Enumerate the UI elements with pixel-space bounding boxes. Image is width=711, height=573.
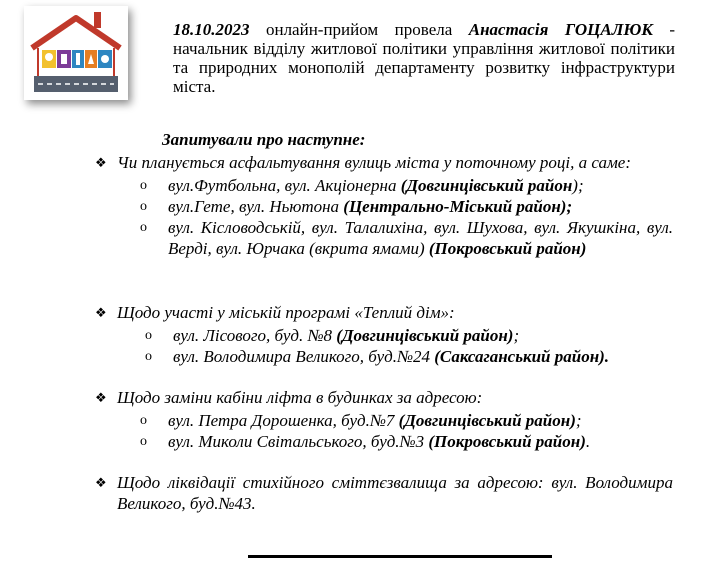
address-text: вул.Гете, вул. Ньютона [168, 197, 344, 216]
sub-bullet-icon: o [140, 220, 147, 235]
address-text: вул. Петра Дорошенка, буд.№7 [168, 411, 399, 430]
reception-date: 18.10.2023 [173, 20, 250, 39]
address-text: вул. Лісового, буд. №8 [173, 326, 337, 345]
list-item [140, 175, 673, 196]
list-item [145, 346, 673, 367]
district-text: (Довгинцівський район) [398, 411, 576, 430]
district-text: (Покровський район) [428, 432, 586, 451]
list-item [145, 325, 673, 346]
house-logo-icon [24, 6, 128, 100]
tail-text: ); [572, 176, 584, 195]
section-4-question [95, 472, 673, 514]
address-text: вул.Футбольна, вул. Акціонерна [168, 176, 401, 195]
district-text: (Покровський район) [428, 239, 587, 258]
question-text: Щодо участі у міській програмі «Теплий дім»: [117, 303, 455, 322]
official-name: Анастасія ГОЦАЛЮК [468, 20, 653, 39]
question-text: Чи планується асфальтування вулиць міста у поточному році, а саме: [117, 153, 632, 172]
section-1-question [95, 152, 673, 173]
tail-text: ; [575, 411, 582, 430]
bottom-rule [248, 555, 552, 558]
sub-bullet-icon: o [145, 328, 152, 343]
district-text: (Саксаганський район). [434, 347, 610, 366]
bullet-icon: ❖ [95, 155, 107, 170]
address-text: вул. Володимира Великого, буд.№24 [173, 347, 435, 366]
list-item [140, 217, 673, 259]
sub-bullet-icon: o [140, 434, 147, 449]
section-3-question [95, 387, 673, 408]
district-text: (Центрально-Міський район); [343, 197, 573, 216]
question-text: Щодо заміни кабіни ліфта в будинках за адресою: [117, 388, 483, 407]
list-item [140, 196, 673, 217]
list-item [140, 431, 673, 452]
address-text: вул. Миколи Світальського, буд.№3 [168, 432, 429, 451]
tail-text: ; [513, 326, 520, 345]
bullet-icon: ❖ [95, 305, 107, 320]
district-text: (Довгинцівський район [400, 176, 573, 195]
section-2 [95, 302, 673, 367]
address-text: вул. Кісловодській, вул. Талалихіна, вул. Шухова, вул. Якушкіна, вул. Верді, вул. Юрчака (вкрита ямами) [168, 218, 673, 258]
sub-bullet-icon: o [140, 413, 147, 428]
house-logo [24, 6, 128, 100]
list-item [140, 410, 673, 431]
section-2-question [95, 302, 673, 323]
intro-role: - начальник відділу житлової політики управління житлової політики та природних монополій департаменту розвитку інфраструктури міста. [173, 20, 676, 96]
district-text: (Довгинцівський район) [336, 326, 514, 345]
sub-bullet-icon: o [140, 199, 147, 214]
sub-bullet-icon: o [145, 349, 152, 364]
intro-text: онлайн-прийом провела [249, 20, 469, 39]
bullet-icon: ❖ [95, 475, 107, 490]
sub-bullet-icon: o [140, 178, 147, 193]
asked-title: Запитували про наступне: [162, 130, 366, 149]
tail-text: . [585, 432, 591, 451]
question-text: Щодо ліквідації стихійного сміттєзвалища за адресою: вул. Володимира Великого, буд.№43. [117, 473, 673, 513]
section-1 [95, 152, 673, 259]
bullet-icon: ❖ [95, 390, 107, 405]
section-4 [95, 472, 673, 514]
section-3 [95, 387, 673, 452]
intro-paragraph [173, 20, 675, 96]
